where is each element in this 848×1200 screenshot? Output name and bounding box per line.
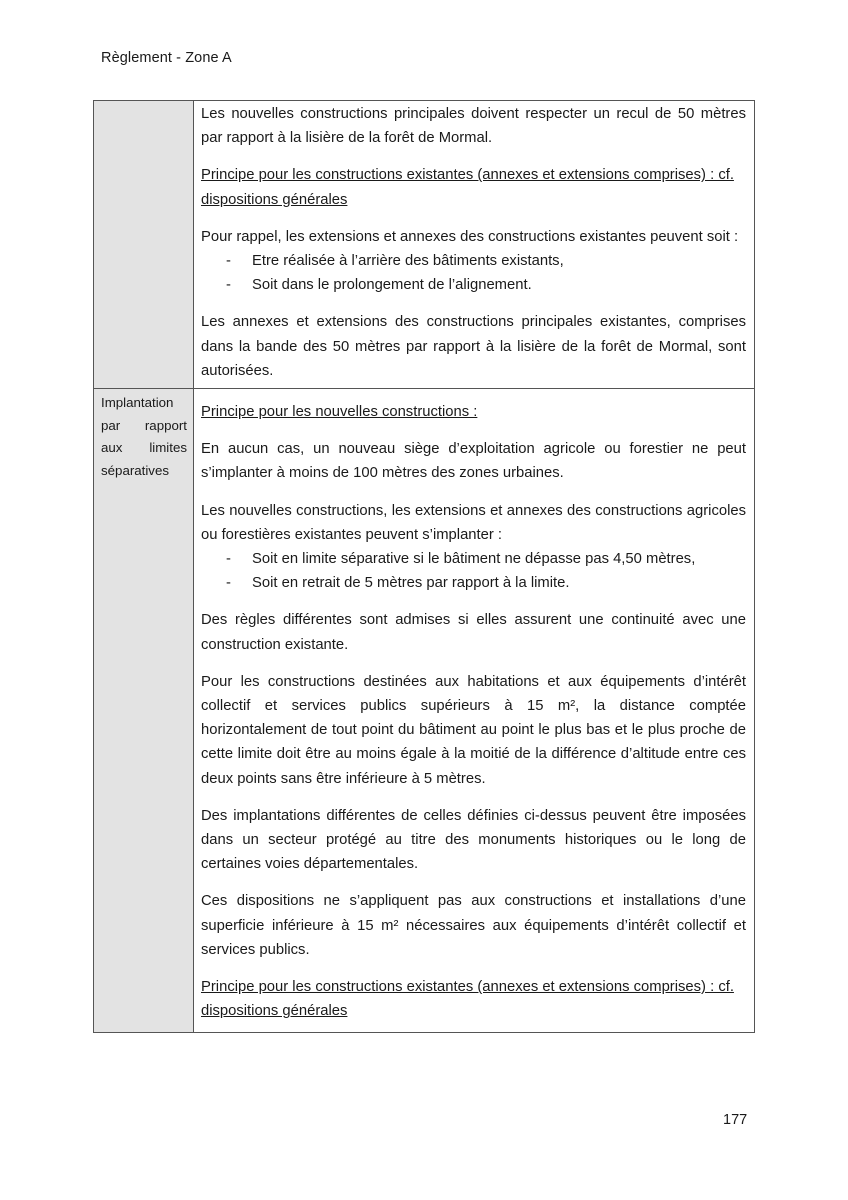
page-number: 177 [723,1112,748,1128]
dash-bullet: - [226,551,231,568]
row-label-cell [94,389,194,1032]
row-content [194,389,754,1031]
list-item [201,547,746,571]
section-heading: Principe pour les constructions existantes (annexes et extensions comprises) : cf. dispositions générales [201,979,734,1020]
paragraph: Les annexes et extensions des constructions principales existantes, comprises dans la bande des 50 mètres par rapport à la lisière de la forêt de Mormal, sont autorisées. [201,314,746,379]
page-header: Règlement - Zone A [101,50,232,66]
row-label [94,101,193,104]
dash-list [201,547,746,595]
table-row [94,389,755,1032]
paragraph: Ces dispositions ne s’appliquent pas aux constructions et installations d’une superficie inférieure à 15 m² nécessaires aux équipements d’intérêt collectif et services publics. [201,893,746,958]
section-heading: Principe pour les constructions existantes (annexes et extensions comprises) : cf. dispositions générales [201,167,734,208]
list-item-text: Soit en limite séparative si le bâtiment ne dépasse pas 4,50 mètres, [252,551,696,568]
list-item [201,571,746,595]
paragraph: Les nouvelles constructions, les extensions et annexes des constructions agricoles ou forestières existantes peuvent s’implanter : [201,502,746,543]
dash-list [201,249,746,297]
dash-bullet: - [226,575,231,592]
row-content-cell [194,389,755,1032]
regulation-table [93,100,755,1033]
table-row [94,101,755,389]
paragraph: Pour rappel, les extensions et annexes des constructions existantes peuvent soit : [201,228,739,245]
row-label: Implantation par rapport aux limites séparatives [101,395,187,478]
list-item [201,273,746,297]
list-item-text: Soit en retrait de 5 mètres par rapport à la limite. [252,575,570,592]
list-item-text: Etre réalisée à l’arrière des bâtiments existants, [252,253,564,270]
row-label-cell [94,101,194,389]
paragraph: Les nouvelles constructions principales doivent respecter un recul de 50 mètres par rapport à la lisière de la forêt de Mormal. [201,106,746,147]
list-item-text: Soit dans le prolongement de l’alignement. [252,277,532,294]
dash-bullet: - [226,253,231,270]
list-item [201,249,746,273]
section-heading: Principe pour les nouvelles constructions : [201,404,478,421]
paragraph: Pour les constructions destinées aux habitations et aux équipements d’intérêt collectif et services publics supérieurs à 15 m², la distance comptée horizontalement de tout point du bâtiment au point le plus bas et le plus proche de cette limite doit être au moins égale à la moitié de la différence d’altitude entre ces deux points sans être inférieure à 5 mètres. [201,673,746,787]
paragraph: Des implantations différentes de celles définies ci-dessus peuvent être imposées dans un secteur protégé au titre des monuments historiques ou le long de certaines voies départementales. [201,807,746,873]
paragraph: En aucun cas, un nouveau siège d’exploitation agricole ou forestier ne peut s’implanter à moins de 100 mètres des zones urbaines. [201,441,746,482]
paragraph: Des règles différentes sont admises si elles assurent une continuité avec une construction existante. [201,612,746,653]
row-content [194,101,754,388]
row-content-cell [194,101,755,389]
dash-bullet: - [226,277,231,294]
